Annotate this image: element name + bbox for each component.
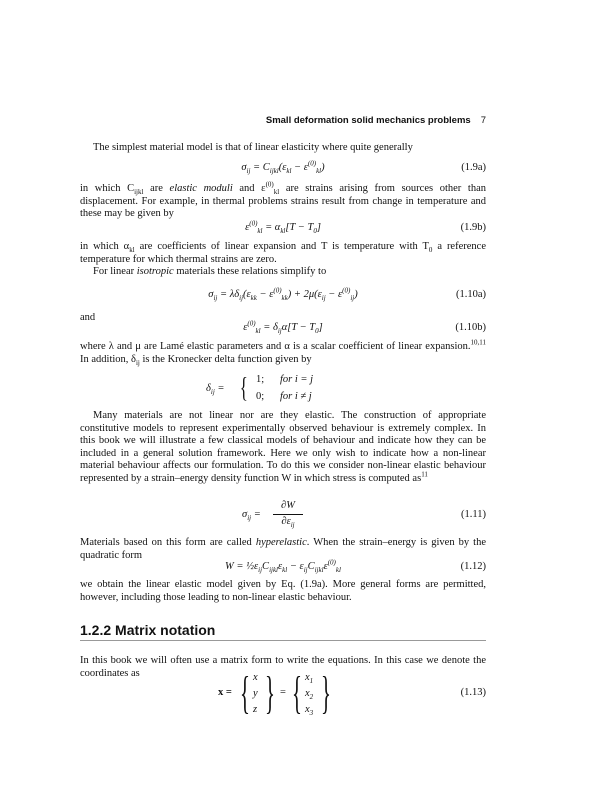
header-title: Small deformation solid mechanics problems (265, 115, 471, 126)
equation-1-10b: $\varepsilon^{(0)}_{kl} = \delta_{ij}\alpha[T - T_0]$ (1.10b) (243, 319, 486, 336)
equation-number: (1.10a) (455, 289, 486, 300)
paragraph-lame: where λ and μ are Lamé elastic parameters and α is a scalar coefficient of linear expansion.$^{10,11}$ In addition, $\delta_{ij}$ is the Kronecker delta function given by (80, 338, 486, 367)
paragraph-and: and (80, 312, 96, 323)
equation-1-9a: $\sigma_{ij} = C_{ijkl}(\varepsilon_{kl} - \varepsilon^{(0)}_{kl})$ (1.9a) (241, 159, 486, 176)
equation-number: (1.10b) (455, 322, 486, 333)
equation-1-11: $\sigma_{ij}$ = ∂W $\partial\varepsilon_{ij}$ (1.11) (242, 500, 486, 530)
right-brace: } (321, 667, 331, 718)
paragraph-matrix-notation: In this book we will often use a matrix form to write the equations. In this case we denote the coordinates as (80, 655, 486, 679)
equation-1-9b: $\varepsilon^{(0)}_{kl} = \alpha_{kl}[T - T_0]$ (1.9b) (245, 219, 486, 236)
section-heading: 1.2.2 Matrix notation (80, 622, 216, 638)
right-brace: } (265, 667, 275, 718)
running-header (80, 115, 486, 126)
section-rule (80, 640, 486, 641)
paragraph-thermal: in which $\alpha_{kl}$ are coefficients of linear expansion and T is temperature with $T_0$ a reference temperature for which thermal strains are zero. (80, 241, 486, 265)
equation-number: (1.11) (461, 509, 486, 520)
equation-1-13: x = { x y z } = { $x_1$ $x_2$ $x_3$ } (1.13) (218, 667, 486, 718)
equation-number: (1.9a) (461, 162, 486, 173)
left-brace: { (240, 667, 250, 718)
paragraph-nonlinear: Many materials are not linear nor are they elastic. The construction of appropriate constitutive models to represent experimentally observed behaviour is extremely complex. In this book we will illustrate a few classical models of behaviour and indicate how they can be included in a general solution framework. Here we only wish to indicate how a non-linear material behaviour affects our formulation. To do this we consider non-linear elastic behaviour represented by a strain–energy density function W in which stress is computed $as^{11}$ (80, 410, 486, 484)
page-number: 7 (480, 115, 486, 126)
left-brace: { (292, 667, 302, 718)
fraction-bar (273, 514, 303, 515)
equation-kronecker: $\delta_{ij}$ = { 1; for i = j 0; for i ≠ j (206, 373, 314, 404)
paragraph-isotropic: For linear isotropic materials these relations simplify to (93, 266, 327, 277)
equation-number: (1.13) (460, 687, 486, 698)
equation-number: (1.9b) (460, 222, 486, 233)
equation-number: (1.12) (460, 561, 486, 572)
left-brace: { (239, 373, 248, 404)
equation-1-12: $W = \frac{1}{2}\varepsilon_{ij}C_{ijkl}\varepsilon_{kl} - \varepsilon_{ij}C_{ijkl}\varepsilon^{(0)}_{kl}$ (1.12) (225, 558, 486, 575)
equation-1-10a: $\sigma_{ij} = \lambda\delta_{ij}(\varepsilon_{kk} - \varepsilon^{(0)}_{kk}) + 2\mu(\varepsilon_{ij} - \varepsilon^{(0)}_{ij})$ (1.10a) (208, 286, 486, 303)
paragraph-elastic-moduli: in which $C_{ijkl}$ are elastic moduli and $\varepsilon^{(0)}_{kl}$ are strains arising from sources other than displacement. For example, in thermal problems strains result from change in temperature and these may be given by (80, 180, 486, 220)
paragraph-general-forms: we obtain the linear elastic model given by Eq. (1.9a). More general forms are permitted, however, including those leading to non-linear elastic behaviour. (80, 579, 486, 603)
paragraph-hyperelastic: Materials based on this form are called hyperelastic. When the strain–energy is given by the quadratic form (80, 537, 486, 561)
paragraph-intro: The simplest material model is that of linear elasticity where quite generally (93, 142, 413, 153)
